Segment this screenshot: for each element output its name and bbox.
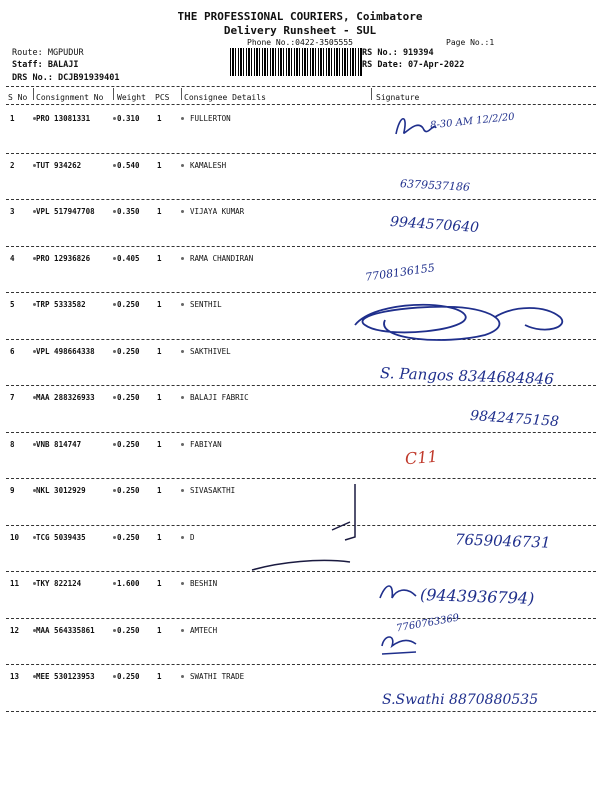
barcode: [230, 48, 362, 76]
column-tick: [181, 350, 184, 353]
consignee-name: BESHIN: [190, 579, 218, 588]
signature-scribble: [390, 112, 530, 142]
row-sno: 4: [10, 253, 15, 263]
row-weight: 0.250: [117, 532, 140, 542]
column-tick: [113, 536, 116, 539]
column-tick: [113, 257, 116, 260]
delivery-mark: [250, 482, 370, 572]
column-tick: [33, 582, 36, 585]
consignee-name: KAMALESH: [190, 160, 227, 170]
row-separator: [6, 711, 596, 712]
page-number: Page No.:1: [446, 38, 495, 47]
table-row: [0, 254, 600, 266]
consignee-name: RAMA CHANDIRAN: [190, 253, 254, 263]
signature-phone: 7659046731: [454, 529, 551, 552]
column-tick: [181, 489, 184, 492]
column-tick: [113, 443, 116, 446]
signature-scribble: [376, 628, 426, 658]
consignment-number: TKY 822124: [36, 579, 82, 588]
consignee-name: FABIYAN: [190, 439, 222, 449]
row-separator: [6, 618, 596, 619]
signature-phone: (9443936794): [419, 585, 535, 608]
consignment-number: TUT 934262: [36, 160, 82, 170]
row-pcs: 1: [157, 160, 162, 170]
table-row: [0, 440, 600, 452]
column-tick: [113, 210, 116, 213]
consignment-number: NKL 3012929: [36, 486, 86, 495]
row-separator: [6, 292, 596, 293]
phone-number: Phone No.:0422-3505555: [247, 38, 353, 47]
column-tick: [33, 117, 36, 120]
consignment-number: MEE 530123953: [36, 672, 95, 681]
row-sno: 3: [10, 207, 15, 216]
signature-scribble: [376, 580, 426, 605]
row-pcs: 1: [157, 253, 162, 263]
consignment-number: TCG 5039435: [36, 532, 86, 542]
column-tick: [181, 629, 184, 632]
row-sno: 9: [10, 486, 15, 495]
row-separator: [6, 432, 596, 433]
drs-number: DRS No.: DCJB91939401: [12, 73, 120, 83]
row-sno: 13: [10, 672, 20, 681]
column-tick: [113, 582, 116, 585]
row-weight: 0.250: [117, 672, 140, 681]
row-pcs: 1: [157, 672, 162, 681]
column-tick: [113, 303, 116, 306]
column-tick: [181, 582, 184, 585]
signature-name-phone: S.Swathi 8870880535: [382, 692, 539, 708]
route-label: Route: MGPUDUR: [12, 48, 84, 58]
row-weight: 0.250: [117, 486, 140, 495]
row-weight: 0.350: [117, 207, 140, 216]
consignment-number: VPL 498664338: [36, 346, 95, 356]
consignee-name: SIVASAKTHI: [190, 486, 236, 495]
row-sno: 6: [10, 346, 15, 356]
row-weight: 0.250: [117, 625, 140, 635]
consignment-number: VPL 517947708: [36, 207, 95, 216]
header-bottom-rule: [6, 104, 596, 105]
column-tick: [113, 350, 116, 353]
row-sno: 5: [10, 300, 15, 309]
signature-phone: 9842475158: [469, 407, 560, 431]
consignee-name: SENTHIL: [190, 300, 222, 309]
column-tick: [33, 210, 36, 213]
consignee-name: FULLERTON: [190, 114, 231, 123]
consignee-name: VIJAYA KUMAR: [190, 207, 245, 216]
column-tick: [113, 489, 116, 492]
row-separator: [6, 478, 596, 479]
row-sno: 11: [10, 579, 20, 588]
row-pcs: 1: [157, 579, 162, 588]
consignment-number: VNB 814747: [36, 439, 82, 449]
row-pcs: 1: [157, 439, 162, 449]
row-weight: 0.405: [117, 253, 140, 263]
consignee-name: AMTECH: [190, 625, 218, 635]
col-divider: [181, 88, 182, 100]
column-tick: [181, 443, 184, 446]
row-weight: 0.250: [117, 300, 140, 309]
column-tick: [113, 629, 116, 632]
row-weight: 1.600: [117, 579, 140, 588]
row-separator: [6, 153, 596, 154]
consignment-number: MAA 564335861: [36, 625, 95, 635]
row-separator: [6, 246, 596, 247]
consignee-name: BALAJI FABRIC: [190, 393, 249, 402]
row-separator: [6, 664, 596, 665]
col-divider: [113, 88, 114, 100]
column-tick: [181, 117, 184, 120]
row-weight: 0.250: [117, 393, 140, 402]
row-pcs: 1: [157, 393, 162, 402]
row-weight: 0.540: [117, 160, 140, 170]
col-pcs: PCS: [155, 93, 170, 102]
col-divider: [371, 88, 372, 100]
signature-note: C11: [404, 446, 439, 468]
table-row: [0, 626, 600, 638]
row-pcs: 1: [157, 625, 162, 635]
column-tick: [113, 117, 116, 120]
row-sno: 1: [10, 114, 15, 123]
rs-date: RS Date: 07-Apr-2022: [362, 60, 465, 70]
column-tick: [181, 164, 184, 167]
row-pcs: 1: [157, 532, 162, 542]
row-pcs: 1: [157, 486, 162, 495]
table-row: [0, 393, 600, 405]
signature-phone: 6379537186: [399, 176, 471, 194]
col-weight: Weight: [117, 93, 146, 102]
column-tick: [181, 536, 184, 539]
row-sno: 12: [10, 625, 20, 635]
column-tick: [33, 257, 36, 260]
consignment-number: MAA 288326933: [36, 393, 95, 402]
consignment-number: TRP 5333582: [36, 300, 86, 309]
column-tick: [181, 257, 184, 260]
col-consignee: Consignee Details: [184, 93, 266, 102]
runsheet-title: Delivery Runsheet - SUL: [223, 24, 377, 37]
column-tick: [33, 303, 36, 306]
column-tick: [33, 489, 36, 492]
row-pcs: 1: [157, 300, 162, 309]
company-title: THE PROFESSIONAL COURIERS, Coimbatore: [177, 10, 423, 23]
row-pcs: 1: [157, 207, 162, 216]
column-tick: [113, 396, 116, 399]
column-tick: [113, 164, 116, 167]
row-sno: 7: [10, 393, 15, 402]
col-signature: Signature: [376, 93, 420, 102]
consignment-number: PRO 12936826: [36, 253, 91, 263]
column-tick: [33, 536, 36, 539]
column-tick: [33, 629, 36, 632]
column-tick: [33, 675, 36, 678]
consignment-number: PRO 13081331: [36, 114, 91, 123]
row-sno: 2: [10, 160, 15, 170]
column-tick: [113, 675, 116, 678]
column-tick: [181, 210, 184, 213]
rs-number: RS No.: 919394: [362, 48, 434, 58]
header-top-rule: [6, 86, 596, 87]
row-sno: 10: [10, 532, 20, 542]
col-consignment: Consignment No: [36, 93, 104, 102]
table-row: [0, 672, 600, 684]
table-row: [0, 161, 600, 173]
consignee-name: D: [190, 532, 195, 542]
column-tick: [181, 675, 184, 678]
column-tick: [33, 396, 36, 399]
column-tick: [33, 350, 36, 353]
row-weight: 0.310: [117, 114, 140, 123]
row-separator: [6, 199, 596, 200]
column-tick: [181, 396, 184, 399]
col-sno: S No: [8, 93, 28, 102]
row-weight: 0.250: [117, 439, 140, 449]
staff-label: Staff: BALAJI: [12, 60, 79, 70]
signature-name-phone: S. Pangos 8344684846: [379, 363, 555, 388]
signature-scribble: [345, 295, 585, 350]
signature-time: 8-30 AM 12/2/20: [429, 111, 516, 132]
signature-phone: 7760763369: [395, 612, 461, 634]
row-sno: 8: [10, 439, 15, 449]
column-tick: [181, 303, 184, 306]
col-divider: [33, 88, 34, 100]
consignee-name: SWATHI TRADE: [190, 672, 245, 681]
row-pcs: 1: [157, 114, 162, 123]
column-tick: [33, 164, 36, 167]
signature-phone: 7708136155: [364, 260, 436, 284]
row-weight: 0.250: [117, 346, 140, 356]
signature-phone: 9944570640: [389, 213, 480, 237]
table-row: [0, 207, 600, 219]
column-tick: [33, 443, 36, 446]
consignee-name: SAKTHIVEL: [190, 346, 231, 356]
row-pcs: 1: [157, 346, 162, 356]
